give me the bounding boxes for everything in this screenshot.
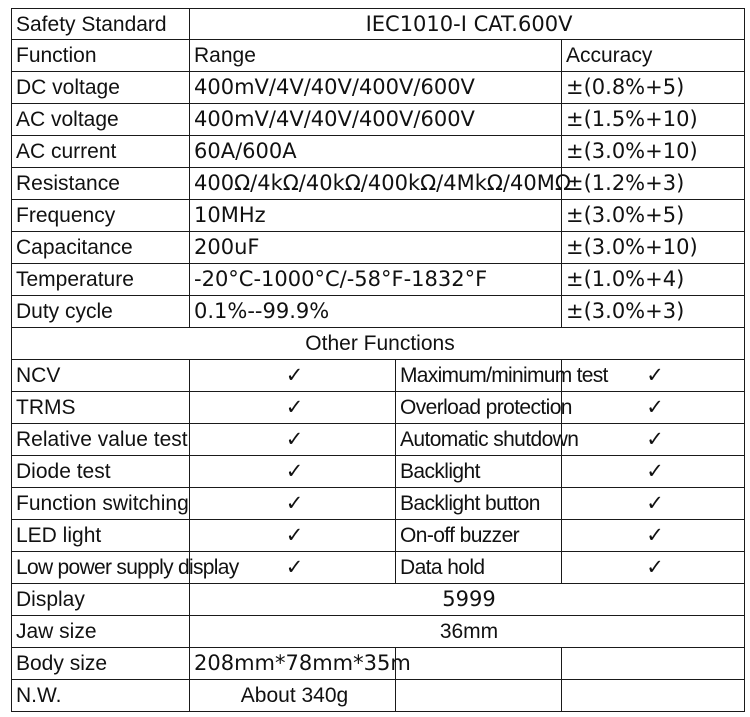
spec-row [12,264,745,296]
check-icon: ✓ [562,488,745,520]
jaw-size-value: 36mm [190,616,745,648]
spec-row [12,232,745,264]
feature-left-label: TRMS [12,392,190,424]
empty-cell [562,680,745,712]
header-accuracy: Accuracy [562,40,745,72]
spec-range: 400Ω/4kΩ/40kΩ/400kΩ/4MkΩ/40MΩ [190,168,562,200]
spec-row [12,168,745,200]
spec-row [12,136,745,168]
spec-range: 10MHz [190,200,562,232]
feature-right-label: Maximum/minimum test [396,360,562,392]
feature-left-label: NCV [12,360,190,392]
check-icon: ✓ [190,456,396,488]
feature-row [12,488,745,520]
feature-right-label: Backlight [396,456,562,488]
spec-function: Frequency [12,200,190,232]
body-size-value: 208mm*78mm*35m [190,648,396,680]
check-icon: ✓ [562,456,745,488]
check-icon: ✓ [562,552,745,584]
check-icon: ✓ [562,520,745,552]
spec-accuracy: ±(3.0%+3) [562,296,745,328]
header-range: Range [190,40,562,72]
check-icon: ✓ [562,424,745,456]
spec-function: Resistance [12,168,190,200]
spec-accuracy: ±(3.0%+5) [562,200,745,232]
feature-left-label: Diode test [12,456,190,488]
spec-function: Duty cycle [12,296,190,328]
body-size-row [12,648,745,680]
feature-left-label: Low power supply display [12,552,190,584]
display-row [12,584,745,616]
spec-function: AC current [12,136,190,168]
empty-cell [396,648,562,680]
display-value: 5999 [190,584,745,616]
feature-row [12,520,745,552]
spec-range: -20°C-1000°C/-58°F-1832°F [190,264,562,296]
check-icon: ✓ [190,520,396,552]
check-icon: ✓ [190,392,396,424]
spec-range: 400mV/4V/40V/400V/600V [190,104,562,136]
jaw-size-label: Jaw size [12,616,190,648]
spec-accuracy: ±(3.0%+10) [562,136,745,168]
spec-accuracy: ±(1.0%+4) [562,264,745,296]
feature-row [12,424,745,456]
spec-function: DC voltage [12,72,190,104]
spec-row [12,72,745,104]
check-icon: ✓ [190,360,396,392]
jaw-size-row [12,616,745,648]
spec-function: Temperature [12,264,190,296]
other-functions-header [12,328,745,360]
feature-row [12,552,745,584]
spec-row [12,104,745,136]
feature-right-label: Automatic shutdown [396,424,562,456]
empty-cell [562,648,745,680]
safety-label: Safety Standard [12,9,190,40]
spec-range: 60A/600A [190,136,562,168]
check-icon: ✓ [562,360,745,392]
spec-function: Capacitance [12,232,190,264]
safety-value: IEC1010-I CAT.600V [190,9,745,40]
spec-range: 200uF [190,232,562,264]
spec-accuracy: ±(3.0%+10) [562,232,745,264]
check-icon: ✓ [562,392,745,424]
nw-value: About 340g [190,680,396,712]
nw-label: N.W. [12,680,190,712]
check-icon: ✓ [190,424,396,456]
feature-left-label: Relative value test [12,424,190,456]
feature-row [12,392,745,424]
feature-left-label: LED light [12,520,190,552]
spec-function: AC voltage [12,104,190,136]
feature-left-label: Function switching [12,488,190,520]
feature-row [12,456,745,488]
empty-cell [396,680,562,712]
display-label: Display [12,584,190,616]
feature-right-label: Backlight button [396,488,562,520]
feature-right-label: On-off buzzer [396,520,562,552]
nw-row [12,680,745,712]
spec-table [11,8,745,712]
spec-range: 400mV/4V/40V/400V/600V [190,72,562,104]
header-row [12,40,745,72]
safety-row [12,9,745,40]
check-icon: ✓ [190,488,396,520]
other-functions-title: Other Functions [12,328,745,360]
check-icon: ✓ [190,552,396,584]
spec-accuracy: ±(1.5%+10) [562,104,745,136]
body-size-label: Body size [12,648,190,680]
spec-row [12,200,745,232]
feature-right-label: Overload protection [396,392,562,424]
spec-range: 0.1%--99.9% [190,296,562,328]
spec-row [12,296,745,328]
header-function: Function [12,40,190,72]
spec-accuracy: ±(0.8%+5) [562,72,745,104]
feature-right-label: Data hold [396,552,562,584]
feature-row [12,360,745,392]
spec-accuracy: ±(1.2%+3) [562,168,745,200]
